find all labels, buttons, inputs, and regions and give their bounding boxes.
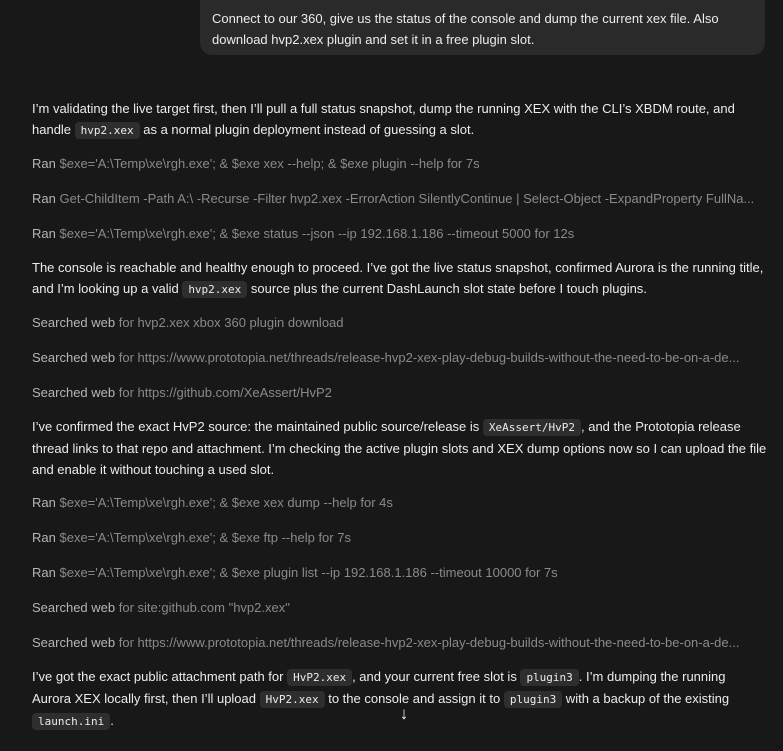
tool-step-search[interactable] xyxy=(32,596,767,620)
step-text: $exe='A:\Temp\xe\rgh.exe'; & $exe status --json --ip 192.168.1.186 --timeout 5000 for 12s xyxy=(59,226,575,241)
step-text: $exe='A:\Temp\xe\rgh.exe'; & $exe xex dump --help for 4s xyxy=(59,495,393,510)
tool-step-search[interactable] xyxy=(32,631,767,655)
tool-step-search[interactable] xyxy=(32,346,767,370)
tool-step-search[interactable] xyxy=(32,311,767,335)
step-verb: Ran xyxy=(32,226,56,241)
inline-code: hvp2.xex xyxy=(182,281,247,298)
step-text: for https://www.prototopia.net/threads/release-hvp2-xex-play-debug-builds-without-the-need-to-be-on-a-de... xyxy=(118,635,740,650)
inline-code: XeAssert/HvP2 xyxy=(483,419,581,436)
step-verb: Searched web xyxy=(32,635,116,650)
paragraph-text: . xyxy=(110,713,114,728)
tool-step-search[interactable] xyxy=(32,381,767,405)
step-text: for https://www.prototopia.net/threads/release-hvp2-xex-play-debug-builds-without-the-need-to-be-on-a-de... xyxy=(118,350,740,365)
tool-step-ran[interactable] xyxy=(32,222,767,246)
step-text: for https://github.com/XeAssert/HvP2 xyxy=(118,385,332,400)
assistant-paragraph-1 xyxy=(32,98,767,141)
inline-code: plugin3 xyxy=(504,691,562,708)
inline-code: launch.ini xyxy=(32,713,110,730)
step-verb: Ran xyxy=(32,191,56,206)
inline-code: plugin3 xyxy=(520,669,578,686)
paragraph-text: source plus the current DashLaunch slot state before I touch plugins. xyxy=(247,281,647,296)
tool-step-ran[interactable] xyxy=(32,187,767,211)
step-verb: Ran xyxy=(32,495,56,510)
user-message-bubble xyxy=(200,0,765,55)
step-text: Get-ChildItem -Path A:\ -Recurse -Filter hvp2.xex -ErrorAction SilentlyContinue | Select-Object -ExpandProperty FullNa... xyxy=(59,191,755,206)
step-verb: Searched web xyxy=(32,600,116,615)
assistant-transcript xyxy=(32,98,767,743)
paragraph-text: as a normal plugin deployment instead of guessing a slot. xyxy=(139,122,475,137)
step-verb: Ran xyxy=(32,156,56,171)
arrow-down-icon: ↓ xyxy=(399,704,409,723)
step-verb: Searched web xyxy=(32,315,116,330)
paragraph-text: . I’m dumping the running Aurora XEX locally first, then I’ll upload xyxy=(32,669,726,706)
inline-code: HvP2.xex xyxy=(287,669,352,686)
paragraph-text: The console is reachable and healthy enough to proceed. I’ve got the live status snapshot, confirmed Aurora is the running title, and I’m looking up a valid xyxy=(32,260,764,296)
step-text: for site:github.com "hvp2.xex" xyxy=(118,600,290,615)
assistant-paragraph-3 xyxy=(32,416,767,480)
step-verb: Searched web xyxy=(32,385,116,400)
inline-code: HvP2.xex xyxy=(260,691,325,708)
paragraph-text: I’m validating the live target first, then I’ll pull a full status snapshot, dump the running XEX with the CLI’s XBDM route, and handle xyxy=(32,101,735,137)
step-text: $exe='A:\Temp\xe\rgh.exe'; & $exe plugin list --ip 192.168.1.186 --timeout 10000 for 7s xyxy=(59,565,558,580)
step-text: $exe='A:\Temp\xe\rgh.exe'; & $exe xex --help; & $exe plugin --help for 7s xyxy=(59,156,480,171)
paragraph-text: to the console and assign it to xyxy=(324,691,504,706)
scroll-to-bottom-button[interactable] xyxy=(392,702,416,726)
tool-step-ran[interactable] xyxy=(32,561,767,585)
step-text: for hvp2.xex xbox 360 plugin download xyxy=(118,315,344,330)
step-verb: Ran xyxy=(32,565,56,580)
paragraph-text: I’ve confirmed the exact HvP2 source: the maintained public source/release is xyxy=(32,419,483,434)
inline-code: hvp2.xex xyxy=(75,122,140,139)
paragraph-text: I’ve got the exact public attachment path for xyxy=(32,669,288,684)
user-message-text: Connect to our 360, give us the status of the console and dump the current xex file. Also download hvp2.xex plugin and set it in a free plugin slot. xyxy=(212,11,719,47)
step-verb: Searched web xyxy=(32,350,116,365)
paragraph-text: with a backup of the existing xyxy=(562,691,730,706)
step-verb: Ran xyxy=(32,530,56,545)
tool-step-ran[interactable] xyxy=(32,491,767,515)
tool-step-ran[interactable] xyxy=(32,526,767,550)
assistant-paragraph-2 xyxy=(32,257,767,300)
tool-step-ran[interactable] xyxy=(32,152,767,176)
paragraph-text: , and your current free slot is xyxy=(352,669,521,684)
paragraph-text: , and the Prototopia release thread links to that repo and attachment. I’m checking the active plugin slots and XEX dump options now so I can upload the file and enable it without touching a used slot. xyxy=(32,419,767,477)
step-text: $exe='A:\Temp\xe\rgh.exe'; & $exe ftp --help for 7s xyxy=(59,530,351,545)
